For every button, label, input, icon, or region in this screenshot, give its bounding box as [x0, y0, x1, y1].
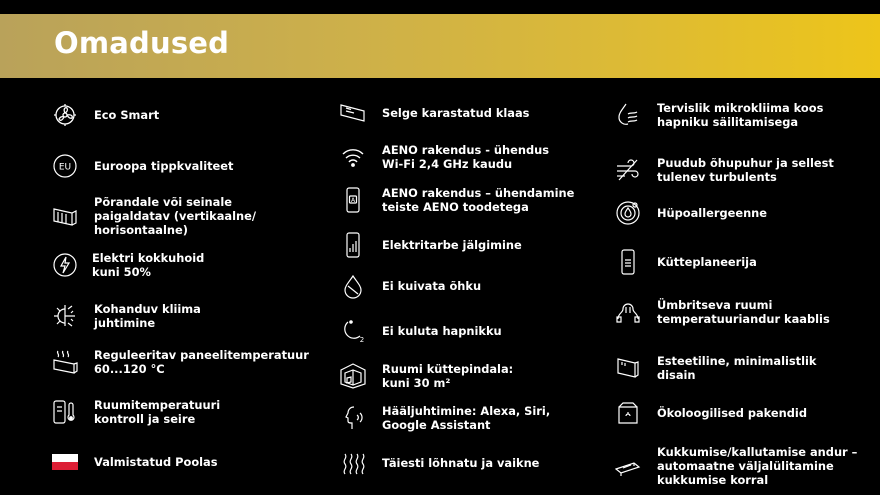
- feature-odorless: [340, 450, 539, 476]
- feature-eu-quality: [52, 153, 233, 179]
- feature-energy-monitoring: [340, 232, 522, 258]
- feature-heating-planner: [615, 249, 757, 275]
- feature-wifi-app: [340, 143, 549, 171]
- feature-label: Ruumi küttepindala: kuni 30 m²: [382, 362, 514, 390]
- eco-package-icon: [615, 400, 641, 426]
- glass-panel-icon: [340, 100, 366, 126]
- feature-label: Ümbritseva ruumi temperatuuriandur kaablis: [657, 298, 830, 326]
- feature-temperature-control: [52, 398, 220, 426]
- odorless-icon: [340, 450, 366, 476]
- feature-label: Esteetiline, minimalistlik disain: [657, 354, 817, 382]
- sensor-cable-icon: [615, 299, 641, 325]
- feature-panel-temperature: [52, 348, 309, 376]
- feature-no-dry-air: [340, 273, 481, 299]
- feature-label: Ökoloogilised pakendid: [657, 406, 807, 420]
- phone-app-icon: [340, 187, 366, 213]
- page-title: Omadused: [54, 26, 230, 60]
- poland-flag-icon: [52, 449, 78, 475]
- feature-energy-saving: [52, 251, 204, 279]
- feature-no-blower: [615, 156, 834, 184]
- feature-hypoallergenic: [615, 200, 767, 226]
- feature-label: Eco Smart: [94, 108, 160, 122]
- heating-planner-icon: [615, 249, 641, 275]
- feature-adaptive-climate: [52, 302, 201, 330]
- feature-ambient-sensor: [615, 298, 830, 326]
- feature-made-in-poland: [52, 449, 218, 475]
- oxygen-icon: [340, 318, 366, 344]
- energy-meter-icon: [340, 232, 366, 258]
- feature-label: Hääljuhtimine: Alexa, Siri, Google Assistant: [382, 404, 551, 432]
- feature-app-connect: [340, 186, 574, 214]
- lightning-icon: [52, 252, 78, 278]
- title-banner: [0, 14, 880, 78]
- droplet-icon: [340, 273, 366, 299]
- eu-icon-text: EU: [58, 162, 72, 173]
- room-icon: [340, 363, 366, 389]
- feature-label: AENO rakendus – ühendamine teiste AENO toodetega: [382, 186, 575, 214]
- feature-minimal-design: [615, 354, 817, 382]
- feature-eco-smart: [52, 102, 159, 128]
- feature-voice-control: [340, 404, 550, 432]
- feature-label: Ei kuivata õhku: [382, 279, 482, 293]
- app-icon-text: A: [350, 197, 356, 204]
- sun-snowflake-icon: [52, 303, 78, 329]
- feature-tempered-glass: [340, 100, 529, 126]
- feature-microclimate: [615, 101, 823, 129]
- feature-label: Elektritarbe jälgimine: [382, 238, 522, 252]
- voice-icon: [340, 405, 366, 431]
- phone-thermometer-icon: [52, 399, 78, 425]
- heat-panel-icon: [52, 349, 78, 375]
- feature-mounting: [52, 195, 256, 237]
- feature-label: Kohanduv kliima juhtimine: [94, 302, 201, 330]
- feature-label: Põrandale või seinale paigaldatav (vertikaalne/ horisontaalne): [94, 195, 257, 237]
- fan-gear-icon: [52, 102, 78, 128]
- feature-label: Puudub õhupuhur ja sellest tulenev turbulents: [657, 156, 834, 184]
- feature-label: Kütteplaneerija: [657, 255, 757, 269]
- oxygen-icon-text: 2: [359, 336, 365, 344]
- feature-tip-over-sensor: [615, 445, 857, 487]
- minimal-design-icon: [615, 355, 641, 381]
- feature-eco-packaging: [615, 400, 807, 426]
- feature-label: Tervislik mikrokliima koos hapniku säilitamisega: [657, 101, 824, 129]
- feature-label: Valmistatud Poolas: [94, 455, 218, 469]
- feature-label: Ruumitemperatuuri kontroll ja seire: [94, 398, 221, 426]
- feature-label: Ei kuluta hapnikku: [382, 324, 502, 338]
- no-wind-icon: [615, 157, 641, 183]
- feature-label: AENO rakendus - ühendus Wi-Fi 2,4 GHz kaudu: [382, 143, 549, 171]
- microclimate-icon: [615, 102, 641, 128]
- feature-no-oxygen-burn: [340, 318, 502, 344]
- feature-room-area: [340, 362, 513, 390]
- hypoallergenic-icon: [615, 200, 641, 226]
- feature-label: Euroopa tippkvaliteet: [94, 159, 234, 173]
- eu-icon: [52, 153, 78, 179]
- feature-label: Hüpoallergeenne: [657, 206, 768, 220]
- wifi-icon: [340, 144, 366, 170]
- feature-label: Selge karastatud klaas: [382, 106, 530, 120]
- panel-mount-icon: [52, 203, 78, 229]
- feature-label: Kukkumise/kallutamise andur – automaatne väljalülitamine kukkumise korral: [657, 445, 858, 487]
- feature-label: Elektri kokkuhoid kuni 50%: [92, 251, 205, 279]
- feature-label: Reguleeritav paneelitemperatuur 60...120 °C: [94, 348, 309, 376]
- feature-label: Täiesti lõhnatu ja vaikne: [382, 456, 540, 470]
- tip-over-sensor-icon: [615, 453, 641, 479]
